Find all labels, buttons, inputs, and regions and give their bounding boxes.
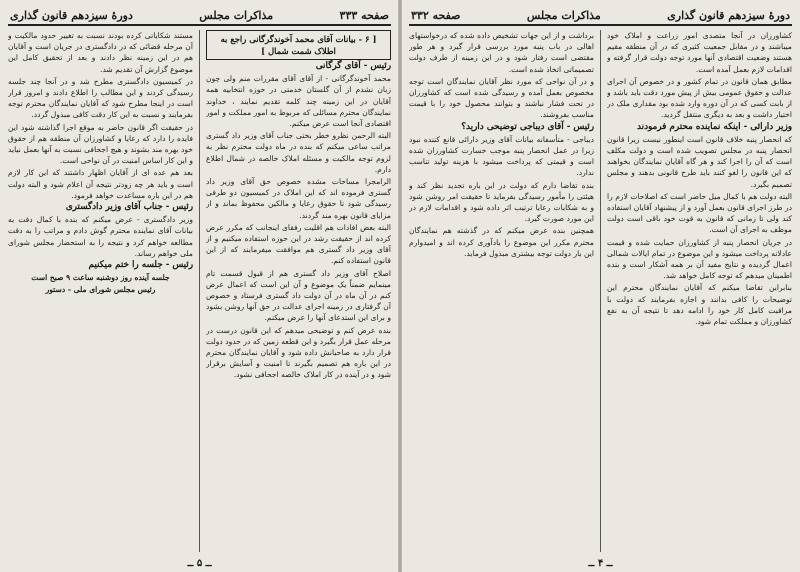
left-header-rule: [8, 24, 391, 26]
centered-note: جلسه آینده روز دوشنبه ساعت ۹ صبح است: [31, 273, 170, 283]
column-divider: [600, 30, 601, 552]
paragraph: و در آن نواحی که مورد نظر آقایان نمایندگان است توجه مخصوص بعمل آمده و رسیدگی شده است که کشاورزان در تحت فشار نباشند و بتوانند محصول خود را با قیمت مناسب بفروشند.: [409, 76, 594, 120]
paragraph: بعد هم عده ای از آقایان اظهار داشتند که این کار لازم است و باید هر چه زودتر نتیجه آن اعلام شود و البته دولت هم در این باره مساعدت خواهد فرمود.: [8, 168, 193, 200]
paragraph: برداشت و از این جهات تشخیص داده شده که درخواستهای اهالی در باب پنبه مورد بررسی قرار گیرد و هر طور مقتضی است رفتار شود و در این زمینه از طرف دولت تصمیماتی اتخاذ شده است.: [409, 31, 594, 74]
paragraph: مستند شکایاتی کرده بودند نسبت به تغییر حدود مالکیت و آن مرحله قضائی که در دادگستری در جریان است و آقایان هم در این زمینه نظر دادند و بعد از تحقیق کامل این موضوع گزارش آن تقدیم شد.: [8, 31, 193, 74]
right-page-left-column: [409, 30, 594, 552]
left-page-number: صفحه ۳۳۳: [339, 8, 389, 22]
paragraph: البته دولت هم با کمال میل حاضر است که اصلاحات لازم را در طرز اجرای قانون بعمل آورد و از پیشنهاد آقایان استفاده کند ولی تا زمانی که قانون به قوت خود باقی است دولت موظف به اجرای آن است.: [607, 191, 792, 235]
left-page-columns: [8, 30, 391, 552]
paragraph: کشاورزان در آنجا متصدی امور زراعت و املاک خود میباشند و در مقابل جمعیت کثیری که در آن منطقه مقیم هستند وضعیت اقتصادی آنها مورد توجه دولت قرار گرفته و اقدامات لازم بعمل آمده است.: [607, 31, 792, 74]
paragraph: همچنین بنده عرض میکنم که در گذشته هم نمایندگان محترم مکرر این موضوع را یادآوری کرده اند و امیدوارم این بار دولت توجه بیشتری مبذول فرماید.: [409, 226, 594, 258]
left-page: [0, 0, 399, 572]
paragraph: در جریان انحصار پنبه از کشاورزان حمایت شده و قیمت عادلانه پرداخت میشود و این موضوع در تمام ایالات شمالی اعمال گردیده و نتایج مفید آن بر همه آشکار است و بنده اطمینان میدهم که توجه کامل خواهد شد.: [607, 237, 792, 281]
paragraph: که انحصار پنبه خلاف قانون است اینطور نیست زیرا قانون انحصار پنبه در مجلس تصویب شده است و دولت مکلف است که آن را اجرا کند و هر گاه آقایان نمایندگان بخواهند که این قانون را لغو کنند باید طرح قانونی بدهند و مجلس تصمیم بگیرد.: [607, 134, 792, 189]
right-folio: ــ ۴ ــ: [588, 558, 613, 569]
paragraph: بنده تقاضا دارم که دولت در این باره تجدید نظر کند و هیئتی را مأمور رسیدگی بفرماید تا حقیقت امر روشن شود و به شکایات رعایا ترتیب اثر داده شود و اقدامات لازم در این مورد صورت گیرد.: [409, 180, 594, 224]
paragraph: اصلاح آقای وزیر داد گستری هم از قبول قسمت تام مینمایم ضمناً یک موضوع و آن این است که اعمال عرض کنم در آن ماه در آن دولت داد گستری فرستاد و خصوص آن گرفتاری در زمینه اجرای عدالت در حق آنها روشن بشود و برای این استدعای آنها را عرض میکنم.: [206, 268, 391, 323]
paragraph: محمد آخوندگرگانی - از آقای آقای مقررات منم ولی چون زبان نشدم از آن گلستان خدمتی در حوزه انتخابیه همه آقایان در این زمینه چند کلمه تقدیم نمایند ، خداوند نمایندگان محترم مسائلی که مربوط به امور مملکت و امور اقتصادی آنجا است عرض میکنم.: [206, 74, 391, 129]
left-page-periodical: دورهٔ سیزدهم قانون گذاری: [10, 8, 133, 22]
right-header-rule: [409, 24, 792, 26]
speaker-heading: وزیر دارائی - اینکه نماینده محترم فرمودند: [637, 121, 792, 132]
paragraph: البته الرحمن نظرو خطر بختی جناب آقای وزیر داد گستری مراتب ساعی میکنم که بنده در ماه دولت محترم نظر به لزوم توجه مالکیت و مسئله املاک خالصه در شمال اطلاع دارم.: [206, 131, 391, 174]
right-page: [401, 0, 800, 572]
speaker-heading: رئیس - آقای گرگانی: [315, 61, 391, 71]
right-page-periodical: دورهٔ سیزدهم قانون گذاری: [667, 8, 790, 22]
paragraph: الرامجرا مساحات مشده خصوص حق آقای وزیر داد گستری فرموده اند که این املاک در کمیسیون دو طرفی رسیدگی شود تا حقوق رعایا و مالکین محفوظ بماند و از مزایای قانون بهره مند گردند.: [206, 177, 391, 220]
paragraph: در کمیسیون دادگستری مطرح شد و در آنجا چند جلسه رسیدگی کردند و این مطالب را اطلاع دادند و امروز قرار است در اینجا مطرح شود که آقایان نمایندگان محترم توجه بفرمایند و نسبت به این کار دقت کافی مبذول گردد.: [8, 76, 193, 120]
right-page-title: مذاکرات مجلس: [526, 8, 601, 22]
right-page-header: [411, 6, 790, 24]
left-page-right-column: [206, 30, 391, 552]
left-page-title: مذاکرات مجلس: [199, 8, 274, 22]
paragraph: دیباجی - متأسفانه بیانات آقای وزیر دارائی قانع کننده نبود زیرا در عمل انحصار پنبه موجب خسارت کشاورزان شده است و قیمتی که پرداخت میشود با هزینه تولید تناسب ندارد.: [409, 134, 594, 178]
right-page-number: صفحه ۳۳۲: [411, 8, 461, 22]
speaker-heading: رئیس - آقای دیباجی توضیحی دارید؟: [461, 121, 594, 132]
left-page-left-column: [8, 30, 193, 552]
right-page-columns: [409, 30, 792, 552]
paragraph: بنابراین تقاضا میکنم که آقایان نمایندگان محترم این توضیحات را کافی بدانند و اجازه بفرمایند که دولت با مراقبت کامل کار خود را ادامه دهد تا نتیجه آن به نفع کشاورزان و مملکت تمام شود.: [607, 283, 792, 327]
left-folio: ــ ۵ ــ: [187, 558, 212, 569]
column-divider: [199, 30, 200, 552]
paragraph: وزیر دادگستری - عرض میکنم که بنده با کمال دقت به بیانات آقای نماینده محترم گوش دادم و مراتب را به دقت مطالعه خواهم کرد و نتیجه را به استحضار مجلس شورای ملی خواهم رساند.: [8, 215, 193, 258]
paragraph: بنده عرض کنم و توضیحی میدهم که این قانون درست در مرحله عمل قرار بگیرد و این قطعه زمین که در حدود دولت قرار دارد به صاحبانش داده شود و آقایان نمایندگان محترم در این باره هم تصمیم بگیرند تا امنیت و آسایش برقرار شود و در آینده در کار املاک خالصه اجحافی نشود.: [206, 325, 391, 380]
centered-note: رئیس مجلس شورای ملی - دستور: [45, 285, 156, 295]
paragraph: مطابق همان قانون در تمام کشور و در خصوص آن اجرای عدالت و حقوق عمومی بیش از پیش مورد دقت باید باشد و از بابت کسی که در آن دوره وارد شده بود مقداری ملک در اختیار داشت و بعد به دیگری منتقل گردید.: [607, 76, 792, 120]
paragraph: در حقیقت اگر قانون حاضر به موقع اجرا گذاشته شود این فایده را دارد که رعایا و کشاورزان آن منطقه هم از حقوق خود بهره مند بشوند و هیچ اجحافی نسبت به آنها بعمل نیاید و این کار اساس امنیت در آن نواحی است.: [8, 122, 193, 166]
paragraph: البته بعض افادات هم اقلیت رفقای اینجانب که مکرر عرض کرده اند از حقیقت رشد در این حوزه استفاده میکنیم و از آقای وزیر داد گستری هم موافقت میفرمایند که از این قانون استفاده کنم.: [206, 222, 391, 266]
speaker-heading: رئیس - جلسه را ختم میکنیم: [88, 260, 193, 271]
section-heading-box: [ ۶ - بیانات آقای محمد آخوندگرگانی راجع به اطلاک شمت شمال ]: [206, 30, 391, 60]
right-page-right-column: [607, 30, 792, 552]
left-page-header: [10, 6, 389, 24]
speaker-heading: رئیس - جناب آقای وزیر دادگستری: [65, 202, 193, 213]
